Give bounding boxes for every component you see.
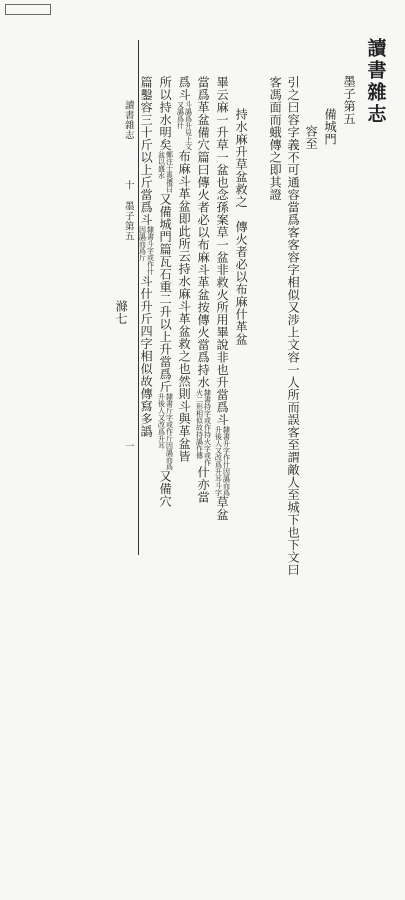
column-text: 客馮面而蛾傳之即其證 (268, 76, 283, 201)
column-text: 什亦當 (196, 465, 211, 503)
interlinear-note (139, 226, 154, 275)
annotation-text: 隸書斤字或作斤因譌而爲 (165, 393, 174, 470)
column-text: 布麻斗革盆即此所云持水麻斗革盆救之也然則斗與革盆皆 (177, 150, 192, 463)
column-text: 草盆 (215, 496, 230, 521)
interlinear-note (177, 101, 192, 150)
library-stamp (5, 4, 51, 15)
annotation-text: 升後人又改爲升耳 (157, 393, 166, 449)
text-column (194, 76, 212, 676)
annotation-text: 隸書斗字或作什 (146, 226, 155, 275)
column-text: 斗什升斤四字相似故傳寫多譌 (139, 275, 154, 438)
text-column (175, 76, 193, 676)
annotation-text: 鄭注士喪禮曰 (165, 151, 174, 193)
book-title (364, 38, 387, 638)
column-text: 所以持水明矣 (158, 76, 173, 151)
text-column (266, 76, 284, 676)
interlinear-note (158, 151, 173, 193)
column-text: 當爲革盆備穴篇曰傳火者必以布麻斗革盆按傳火當爲持水 (196, 76, 211, 389)
column-text: 又備穴 (158, 470, 173, 508)
margin-chapter: 墨子第五 (122, 200, 134, 241)
column-text: 墨子第五 (342, 75, 357, 125)
column-text: 爲斗 (177, 76, 192, 101)
column-text: 又備城門篇瓦石重二升以上升當爲斤 (158, 193, 173, 393)
column-text: 備城門 (323, 108, 338, 146)
column-text: 畢云麻一升草一盆也念孫案草一盆非救火所用畢說非也升當爲斗 (215, 76, 230, 426)
column-text: 篇鑿容三十斤以上斤當爲斗 (139, 76, 154, 226)
page-margin (118, 100, 138, 700)
book-title-text: 讀書雜志 (364, 38, 387, 126)
column-text: 引之曰容字義不可通容當爲客客容字相似又涉上文容一人所而誤客至謂敵人至城下也下文曰 (286, 76, 301, 576)
text-column (156, 76, 174, 676)
annotation-text: 升後人又改爲升耳斗字 (214, 426, 223, 496)
text-column (232, 108, 250, 708)
text-column (321, 108, 339, 708)
margin-rule (138, 40, 139, 555)
column-text: 容至 (304, 125, 319, 150)
text-column (302, 125, 320, 725)
margin-page-number: 一 (122, 440, 134, 452)
interlinear-note (196, 389, 211, 466)
text-column (340, 75, 358, 675)
annotation-text: 隸書持字或作持火字或作 (203, 388, 212, 466)
annotation-text: 火二形相似故持譌作傳 (195, 388, 204, 459)
annotation-text: 盆以盛水 (157, 151, 166, 179)
column-text: 持水麻升草盆救之 傳火者必以布麻什革盆 (234, 108, 249, 346)
annotation-text: 因譌而爲斤 (138, 226, 147, 261)
annotation-text: 又譌爲什 (176, 101, 185, 129)
annotation-text: 斗譌爲升見上文 (184, 101, 193, 150)
text-column (284, 76, 302, 676)
annotation-text: 隸書升字作什因譌而爲 (222, 426, 231, 496)
text-column (137, 76, 155, 676)
margin-book-title: 讀書雜志 (122, 100, 134, 141)
column-text: 滌七 (114, 300, 129, 325)
margin-volume: 十 (122, 180, 134, 191)
text-column (213, 76, 231, 676)
interlinear-note (158, 393, 173, 470)
interlinear-note (215, 426, 230, 496)
